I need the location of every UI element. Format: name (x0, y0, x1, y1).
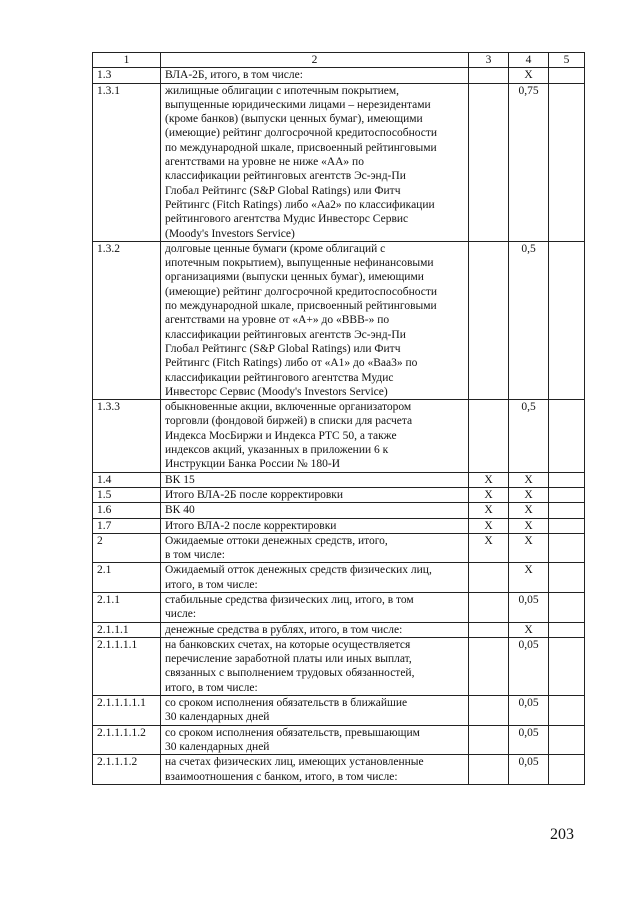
table-row (93, 400, 585, 472)
table-row (93, 241, 585, 399)
column-5-cell (549, 83, 585, 241)
column-5-cell (549, 637, 585, 695)
header-cell: 1 (93, 53, 161, 68)
coefficient-cell: 0,05 (509, 637, 549, 695)
column-5-cell (549, 503, 585, 518)
column-5-cell (549, 563, 585, 593)
column-3-cell: X (469, 472, 509, 487)
column-3-cell (469, 696, 509, 726)
row-number-cell: 1.5 (93, 487, 161, 502)
row-number-cell: 2 (93, 533, 161, 563)
coefficient-cell: 0,75 (509, 83, 549, 241)
row-description-cell: ВЛА-2Б, итого, в том числе: (161, 68, 469, 83)
column-5-cell (549, 68, 585, 83)
page-number: 203 (550, 826, 574, 843)
row-description-cell: со сроком исполнения обязательств, превышающим 30 календарных дней (161, 725, 469, 755)
row-number-cell: 1.4 (93, 472, 161, 487)
row-number-cell: 1.3 (93, 68, 161, 83)
row-description-cell: денежные средства в рублях, итого, в том числе: (161, 622, 469, 637)
row-number-cell: 1.6 (93, 503, 161, 518)
coefficient-cell: X (509, 68, 549, 83)
column-3-cell: X (469, 503, 509, 518)
coefficient-cell: X (509, 487, 549, 502)
row-number-cell: 2.1.1.1.1.1 (93, 696, 161, 726)
coefficient-cell: 0,05 (509, 696, 549, 726)
header-cell: 4 (509, 53, 549, 68)
column-3-cell: X (469, 487, 509, 502)
column-3-cell (469, 83, 509, 241)
column-3-cell: X (469, 518, 509, 533)
column-5-cell (549, 696, 585, 726)
column-3-cell (469, 755, 509, 785)
column-5-cell (549, 725, 585, 755)
table-row (93, 518, 585, 533)
coefficient-cell: X (509, 503, 549, 518)
coefficient-cell: X (509, 622, 549, 637)
row-description-cell: Итого ВЛА-2 после корректировки (161, 518, 469, 533)
coefficient-cell: 0,05 (509, 592, 549, 622)
column-5-cell (549, 241, 585, 399)
column-3-cell (469, 637, 509, 695)
column-3-cell (469, 68, 509, 83)
table-row (93, 503, 585, 518)
row-number-cell: 2.1.1 (93, 592, 161, 622)
row-number-cell: 2.1.1.1.2 (93, 755, 161, 785)
column-5-cell (549, 472, 585, 487)
coefficient-cell: X (509, 533, 549, 563)
column-5-cell (549, 518, 585, 533)
table-row (93, 696, 585, 726)
coefficient-cell: X (509, 472, 549, 487)
header-cell: 5 (549, 53, 585, 68)
coefficient-cell: 0,05 (509, 755, 549, 785)
row-description-cell: жилищные облигации с ипотечным покрытием, выпущенные юридическими лицами – нерезидентами (кроме банков) (выпуски ценных бумаг), имеющими (имеющие) рейтинг долгосрочной кредитоспособности по международной шкале, присвоенный рейтинговыми агентствами на уровне не ниже «АА» по классификации рейтинговых агентств Эс-энд-Пи Глобал Рейтингс (S&P Global Ratings) или Фитч Рейтингс (Fitch Ratings) либо «Аа2» по классификации рейтингового агентства Мудис Инвесторс Сервис (Moody's Investors Service) (161, 83, 469, 241)
row-description-cell: ВК 40 (161, 503, 469, 518)
column-3-cell (469, 563, 509, 593)
header-cell: 3 (469, 53, 509, 68)
coefficient-cell: 0,05 (509, 725, 549, 755)
column-3-cell (469, 400, 509, 472)
table-row (93, 68, 585, 83)
table-row (93, 487, 585, 502)
row-description-cell: Итого ВЛА-2Б после корректировки (161, 487, 469, 502)
table-row (93, 622, 585, 637)
row-number-cell: 2.1 (93, 563, 161, 593)
row-description-cell: на счетах физических лиц, имеющих установленные взаимоотношения с банком, итого, в том числе: (161, 755, 469, 785)
coefficient-cell: 0,5 (509, 400, 549, 472)
table-row (93, 725, 585, 755)
table-row (93, 83, 585, 241)
table-row (93, 533, 585, 563)
column-5-cell (549, 533, 585, 563)
table-row (93, 592, 585, 622)
column-3-cell (469, 725, 509, 755)
row-description-cell: на банковских счетах, на которые осуществляется перечисление заработной платы или иных выплат, связанных с выполнением трудовых обязанностей, итого, в том числе: (161, 637, 469, 695)
column-5-cell (549, 622, 585, 637)
row-description-cell: со сроком исполнения обязательств в ближайшие 30 календарных дней (161, 696, 469, 726)
header-cell: 2 (161, 53, 469, 68)
table-header-row (93, 53, 585, 68)
table-row (93, 563, 585, 593)
coefficient-cell: X (509, 518, 549, 533)
row-number-cell: 1.3.3 (93, 400, 161, 472)
column-3-cell: X (469, 533, 509, 563)
coefficient-cell: 0,5 (509, 241, 549, 399)
row-description-cell: ВК 15 (161, 472, 469, 487)
column-5-cell (549, 400, 585, 472)
column-3-cell (469, 241, 509, 399)
column-5-cell (549, 755, 585, 785)
column-5-cell (549, 592, 585, 622)
coefficient-cell: X (509, 563, 549, 593)
row-number-cell: 1.3.1 (93, 83, 161, 241)
row-number-cell: 2.1.1.1 (93, 622, 161, 637)
row-description-cell: Ожидаемые оттоки денежных средств, итого, в том числе: (161, 533, 469, 563)
row-number-cell: 1.3.2 (93, 241, 161, 399)
data-table (92, 52, 585, 785)
row-number-cell: 1.7 (93, 518, 161, 533)
row-number-cell: 2.1.1.1.1.2 (93, 725, 161, 755)
column-5-cell (549, 487, 585, 502)
table-row (93, 472, 585, 487)
row-description-cell: долговые ценные бумаги (кроме облигаций с ипотечным покрытием), выпущенные нефинансовыми организациями (выпуски ценных бумаг), имеющими (имеющие) рейтинг долгосрочной кредитоспособности по международной шкале, присвоенный рейтинговыми агентствами на уровне от «А+» до «ВВВ-» по классификации рейтинговых агентств Эс-энд-Пи Глобал Рейтингс (S&P Global Ratings) или Фитч Рейтингс (Fitch Ratings) либо от «А1» до «Baa3» по классификации рейтингового агентства Мудис Инвесторс Сервис (Moody's Investors Service) (161, 241, 469, 399)
column-3-cell (469, 592, 509, 622)
table-row (93, 637, 585, 695)
table-row (93, 755, 585, 785)
column-3-cell (469, 622, 509, 637)
row-description-cell: стабильные средства физических лиц, итого, в том числе: (161, 592, 469, 622)
row-description-cell: обыкновенные акции, включенные организатором торговли (фондовой биржей) в списки для расчета Индекса МосБиржи и Индекса РТС 50, а также индексов акций, указанных в приложении 6 к Инструкции Банка России № 180-И (161, 400, 469, 472)
row-description-cell: Ожидаемый отток денежных средств физических лиц, итого, в том числе: (161, 563, 469, 593)
row-number-cell: 2.1.1.1.1 (93, 637, 161, 695)
